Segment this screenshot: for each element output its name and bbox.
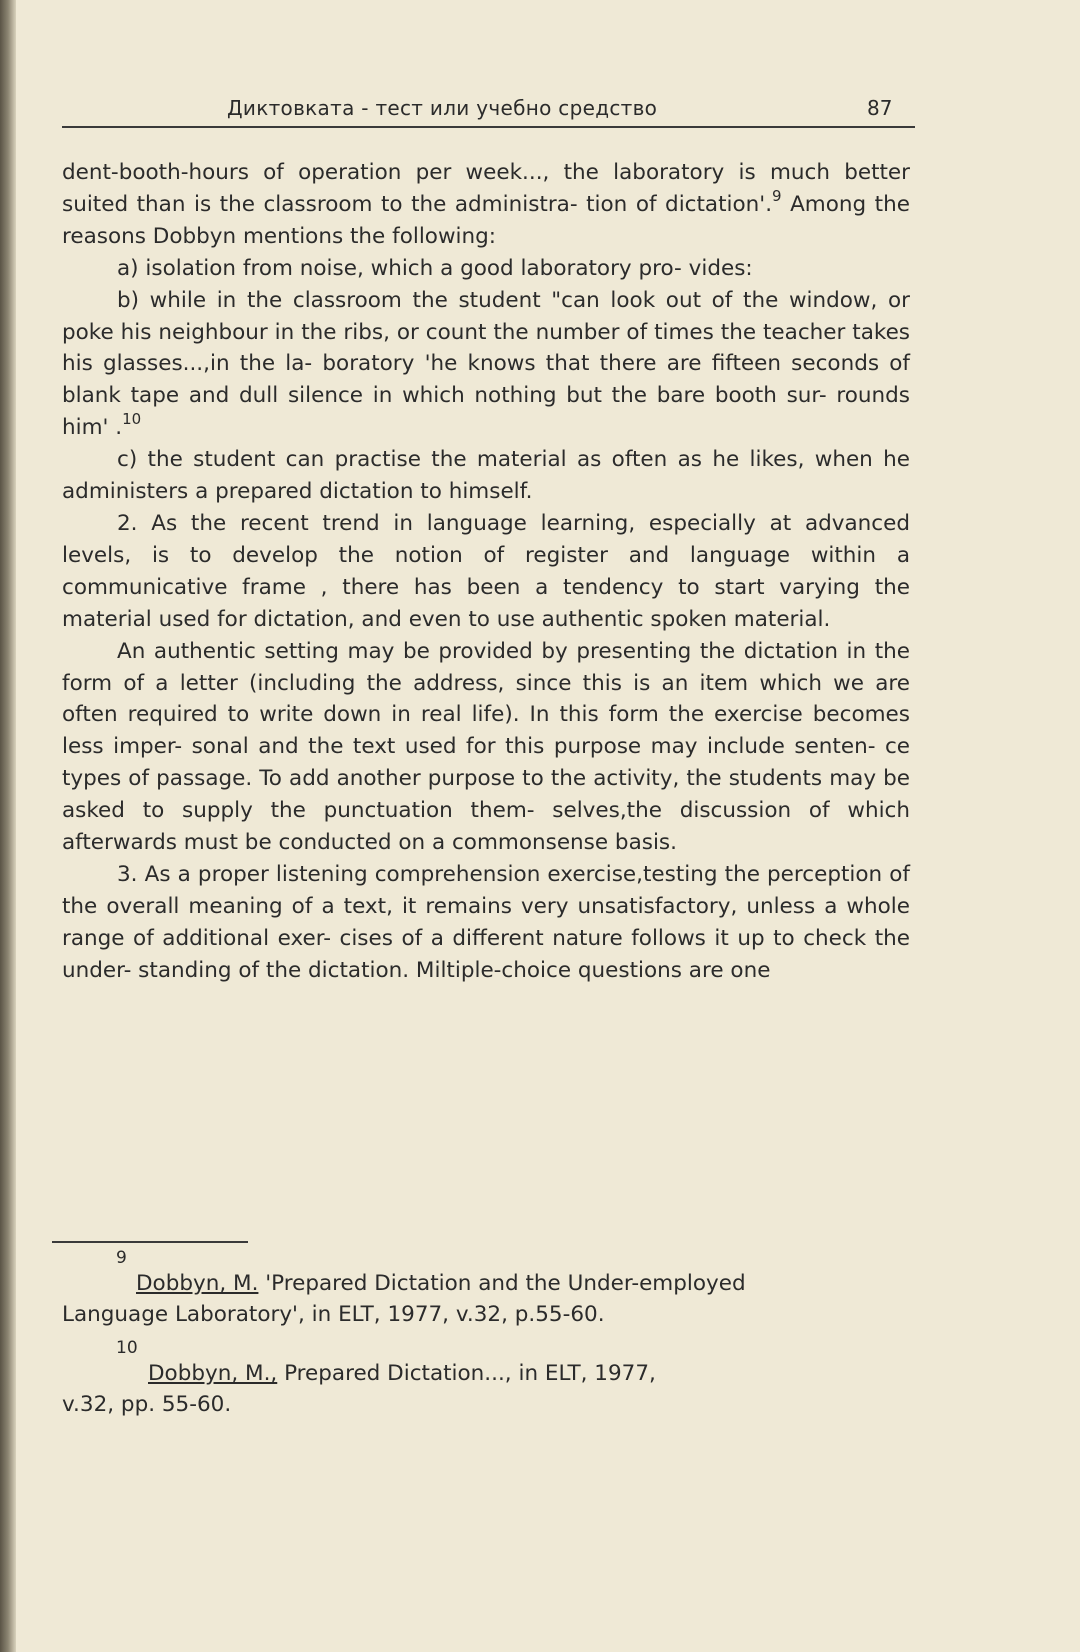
running-header xyxy=(62,92,915,128)
list-item-c: c) the student can practise the material as often as he likes, when he administers a prepared dictation to himself. xyxy=(62,447,910,505)
footnote-9 xyxy=(62,1243,932,1330)
footnote-mark: 9 xyxy=(116,1248,127,1268)
list-item-b: b) while in the classroom the student "can look out of the window, or poke his neighbour in the ribs, or count the number of times the teacher takes his glasses...,in the la- boratory 'he knows that there are fifteen seconds of blank tape and dull silence in which nothing but the bare booth sur- rounds him' .$^{10}$ xyxy=(62,287,910,441)
footnote-text: Prepared Dictation..., in ELT, 1977, xyxy=(277,1361,656,1386)
body-text xyxy=(62,157,910,987)
list-item-a: a) isolation from noise, which a good laboratory pro- vides: xyxy=(117,255,753,281)
page-number: 87 xyxy=(867,96,893,120)
paragraph-3: 3. As a proper listening comprehension exercise,testing the perception of the overall meaning of a text, it remains very unsatisfactory, unless a whole range of additional exer- cises of a different nature follows it up to check the under- standing of the dictation. Miltiple-choice questions are one xyxy=(62,861,910,983)
running-title: Диктовката - тест или учебно средство xyxy=(227,96,658,120)
footnote-text: 'Prepared Dictation and the Under-employed xyxy=(258,1271,746,1296)
footnote-continuation: Language Laboratory', in ELT, 1977, v.32, p.55-60. xyxy=(62,1302,605,1327)
footnote-continuation: v.32, pp. 55-60. xyxy=(62,1392,232,1417)
footnote-ref-10: 10 xyxy=(122,410,142,429)
footnote-ref-9: 9 xyxy=(772,186,782,205)
paragraph-continued: dent-booth-hours of operation per week..., the laboratory is much better suited than is the classroom to the administra- tion of dictation'.$^9$ Among the reasons Dobbyn mentions the following: xyxy=(62,160,911,249)
paragraph-authentic-setting: An authentic setting may be provided by presenting the dictation in the form of a letter (including the address, since this is an item which we are often required to write down in real life). In this form the exercise becomes less imper- sonal and the text used for this purpose may include senten- ce types of passage. To add another purpose to the activity, the students may be asked to supply the punctuation them- selves,the discussion of which afterwards must be conducted on a commonsense basis. xyxy=(62,638,910,856)
footnote-author: Dobbyn, M., xyxy=(148,1361,278,1386)
footnote-mark: 10 xyxy=(116,1338,138,1358)
footnote-author: Dobbyn, M. xyxy=(136,1271,259,1296)
paragraph-2: 2. As the recent trend in language learning, especially at advanced levels, is to develop the notion of register and language within a communicative frame , there has been a tendency to start varying the material used for dictation, and even to use authentic spoken material. xyxy=(62,510,910,632)
footnote-10 xyxy=(62,1333,932,1420)
